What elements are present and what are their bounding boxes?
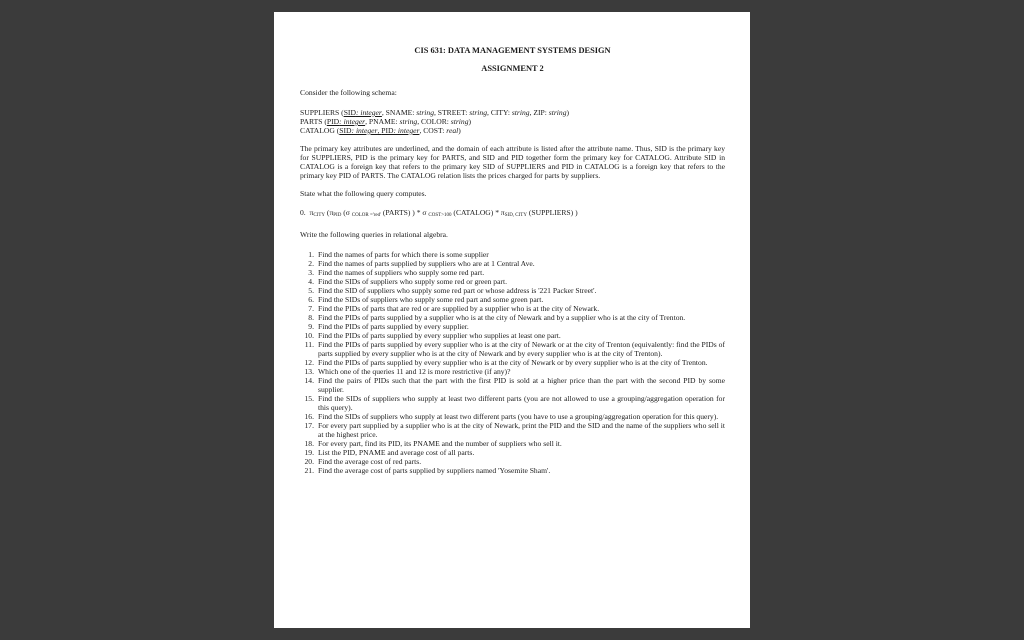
document-subtitle: ASSIGNMENT 2 [481, 64, 544, 73]
query-zero: 0. $\pi_{CITY}$ ($\pi_{PID}$ (σ $_{COLOR ='red'}$ (PARTS) ) * σ $_{COST>100}$ (CATALOG) * $\pi_{SID, CITY}$ (SUPPLIERS) ) [300, 208, 578, 218]
list-item: 6. Find the SIDs of suppliers who supply some red part and some green part. [308, 295, 544, 304]
list-item: 2. Find the names of parts supplied by suppliers who are at 1 Central Ave. [308, 259, 535, 268]
list-item: 7. Find the PIDs of parts that are red or are supplied by a supplier who is at the city of Newark. [308, 304, 600, 313]
list-item: 16. Find the SIDs of suppliers who supply at least two different parts (you have to use a grouping/aggregation operation for this query). [304, 412, 719, 421]
schema-description: The primary key attributes are underlined, and the domain of each attribute is listed after the attribute name. Thus, SID is the primary key for SUPPLIERS, PID is the primary key for PARTS, and SID and PID together form the primary key for CATALOG. Attribute SID in CATALOG is a foreign key that refers to the primary key SID of SUPPLIERS and PID in CATALOG is a foreign key that refers to the primary key PID of PARTS. The CATALOG relation lists the prices charged for parts by suppliers. [300, 144, 725, 180]
list-item: 13. Which one of the queries 11 and 12 is more restrictive (if any)? [304, 367, 511, 376]
schema-block [300, 108, 725, 135]
list-item: 8. Find the PIDs of parts supplied by a supplier who is at the city of Newark and by a supplier who is at the city of Trenton. [308, 313, 686, 322]
schema-catalog: CATALOG (SID: integer, PID: integer, COST: real) [300, 126, 461, 135]
write-prompt: Write the following queries in relational algebra. [300, 230, 448, 239]
list-item: 14. Find the pairs of PIDs such that the part with the first PID is sold at a higher price than the part with the second PID by some supplier. [304, 376, 725, 394]
list-item: 10. Find the PIDs of parts supplied by every supplier who supplies at least one part. [304, 331, 561, 340]
list-item: 3. Find the names of suppliers who supply some red part. [308, 268, 485, 277]
schema-intro: Consider the following schema: [300, 88, 397, 97]
schema-suppliers: SUPPLIERS (SID: integer, SNAME: string, STREET: string, CITY: string, ZIP: string) [300, 108, 570, 117]
list-item: 9. Find the PIDs of parts supplied by every supplier. [308, 322, 469, 331]
list-item: 12. Find the PIDs of parts supplied by every supplier who is at the city of Newark or by every supplier who is at the city of Trenton. [304, 358, 708, 367]
list-item: 11. Find the PIDs of parts supplied by every supplier who is at the city of Newark or at the city of Trenton (equivalently: find the PIDs of parts supplied by every supplier who is at the city of Newark and by every supplier who is at the city of Trenton). [304, 340, 725, 358]
question-list [300, 250, 725, 475]
list-item: 5. Find the SID of suppliers who supply some red part or whose address is '221 Packer Street'. [308, 286, 597, 295]
list-item: 4. Find the SIDs of suppliers who supply some red or green part. [308, 277, 507, 286]
state-prompt: State what the following query computes. [300, 189, 427, 198]
list-item: 20. Find the average cost of red parts. [304, 457, 422, 466]
list-item: 1. Find the names of parts for which there is some supplier [308, 250, 489, 259]
list-item: 21. Find the average cost of parts supplied by suppliers named 'Yosemite Sham'. [304, 466, 551, 475]
list-item: 15. Find the SIDs of suppliers who supply at least two different parts (you are not allowed to use a grouping/aggregation operation for this query). [304, 394, 725, 412]
list-item: 17. For every part supplied by a supplier who is at the city of Newark, print the PID and the SID and the name of the suppliers who sell it at the highest price. [304, 421, 725, 439]
document-page [274, 12, 750, 628]
list-item: 19. List the PID, PNAME and average cost of all parts. [304, 448, 475, 457]
list-item: 18. For every part, find its PID, its PNAME and the number of suppliers who sell it. [304, 439, 562, 448]
schema-parts: PARTS (PID: integer, PNAME: string, COLOR: string) [300, 117, 472, 126]
document-title: CIS 631: DATA MANAGEMENT SYSTEMS DESIGN [414, 46, 611, 55]
